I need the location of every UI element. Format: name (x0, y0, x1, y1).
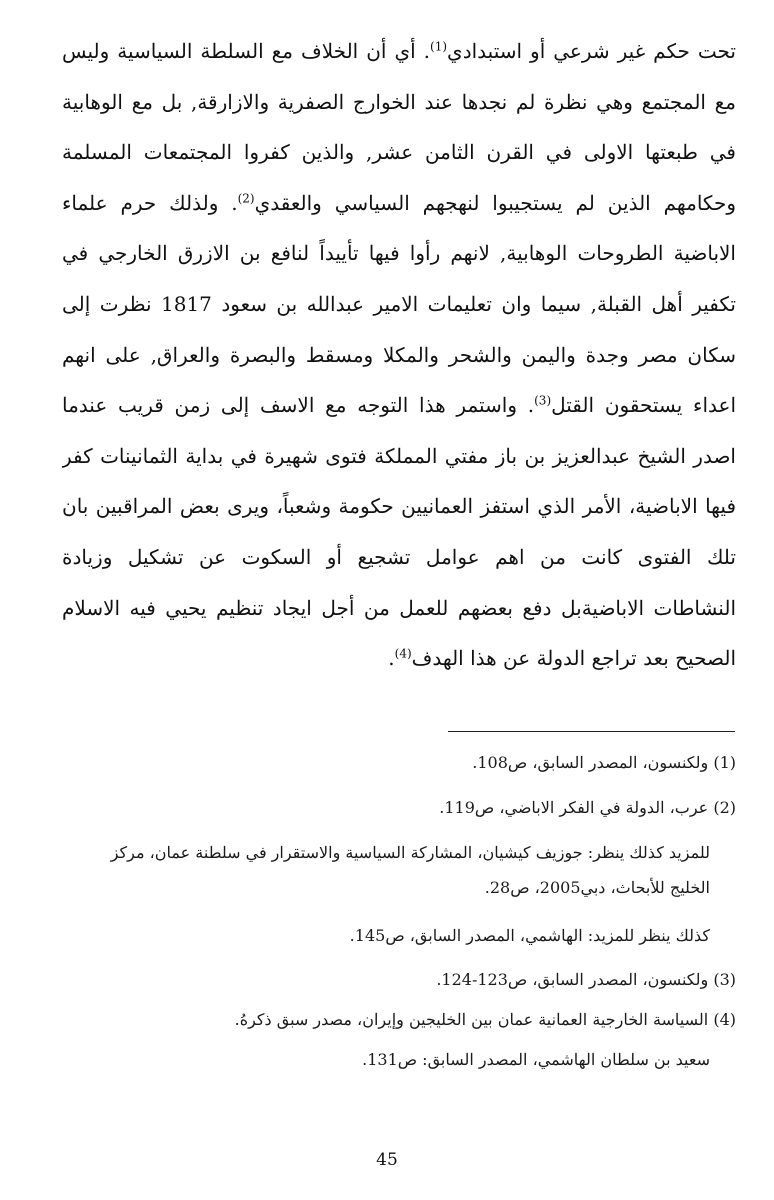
text-line: تلك الفتوى كانت من اهم عوامل تشجيع أو السكوت عن تشكيل وزيادة (62, 544, 736, 569)
text-line: تكفير أهل القبلة, سيما وان تعليمات الامير عبدالله بن سعود 1817 نظرت إلى (62, 291, 736, 316)
footnote-ref: (3) (534, 393, 552, 408)
footnote-ref: (4) (394, 646, 412, 661)
footnote: (4) السياسة الخارجية العمانية عمان بين الخليجين وإيران، مصدر سبق ذكرهُ. (234, 1010, 736, 1029)
body-text (62, 26, 736, 684)
footnote-ref: (1) (430, 39, 448, 54)
footnote: سعيد بن سلطان الهاشمي، المصدر السابق: ص131. (362, 1050, 710, 1069)
text-line (62, 26, 736, 77)
footnote-separator (448, 731, 735, 732)
text-line (62, 178, 736, 229)
text-line: النشاطات الاباضيةبل دفع بعضهم للعمل من أجل ايجاد تنظيم يحيي فيه الاسلام (62, 595, 736, 620)
footnote: كذلك ينظر للمزيد: الهاشمي، المصدر السابق، ص145. (349, 926, 710, 945)
footnote: (2) عرب، الدولة في الفكر الاباضي، ص119. (439, 798, 736, 817)
footnote-ref: (2) (237, 191, 255, 206)
text-line: سكان مصر وجدة واليمن والشحر والمكلا ومسقط والبصرة والعراق, على انهم (62, 342, 736, 367)
text-line: فيها الاباضية، الأمر الذي استفز العمانيين حكومة وشعباً، ويرى بعض المراقبين بان (62, 494, 736, 519)
text-line: في طبعتها الاولى في القرن الثامن عشر, والذين كفروا المجتمعات المسلمة (62, 140, 736, 165)
text-segment: اعداء يستحقون القتل (551, 393, 736, 418)
text-segment: وحكامهم الذين لم يستجيبوا لنهجهم السياسي والعقدي (254, 190, 736, 215)
footnote: (3) ولكنسون، المصدر السابق، ص123-124. (436, 970, 736, 989)
text-line: مع المجتمع وهي نظرة لم نجدها عند الخوارج الصفرية والازارقة, بل مع الوهابية (62, 89, 736, 114)
text-segment: . أي أن الخلاف مع السلطة السياسية وليس (62, 39, 431, 63)
text-line (62, 633, 736, 684)
footnote: (1) ولكنسون، المصدر السابق، ص108. (472, 753, 736, 772)
text-line (62, 380, 736, 431)
text-segment: تحت حكم غير شرعي أو استبدادي (447, 39, 736, 63)
text-segment: . (388, 646, 395, 671)
text-segment: الصحيح بعد تراجع الدولة عن هذا الهدف (411, 646, 736, 671)
footnote: للمزيد كذلك ينظر: جوزيف كيشيان، المشاركة السياسية والاستقرار في سلطنة عمان، مركز (110, 843, 710, 862)
text-segment: . واستمر هذا التوجه مع الاسف إلى زمن قريب عندما (62, 393, 535, 418)
page-number: 45 (376, 1150, 398, 1170)
text-line: الاباضية الطروحات الوهابية, لانهم رأوا فيها تأييداً لنافع بن الازرق الخارجي في (62, 241, 736, 266)
text-line: اصدر الشيخ عبدالعزيز بن باز مفتي المملكة فتوى شهيرة في بداية الثمانينات كفر (62, 443, 736, 468)
footnote: الخليج للأبحاث، دبي2005، ص28. (484, 878, 710, 897)
text-segment: . ولذلك حرم علماء (62, 190, 238, 215)
